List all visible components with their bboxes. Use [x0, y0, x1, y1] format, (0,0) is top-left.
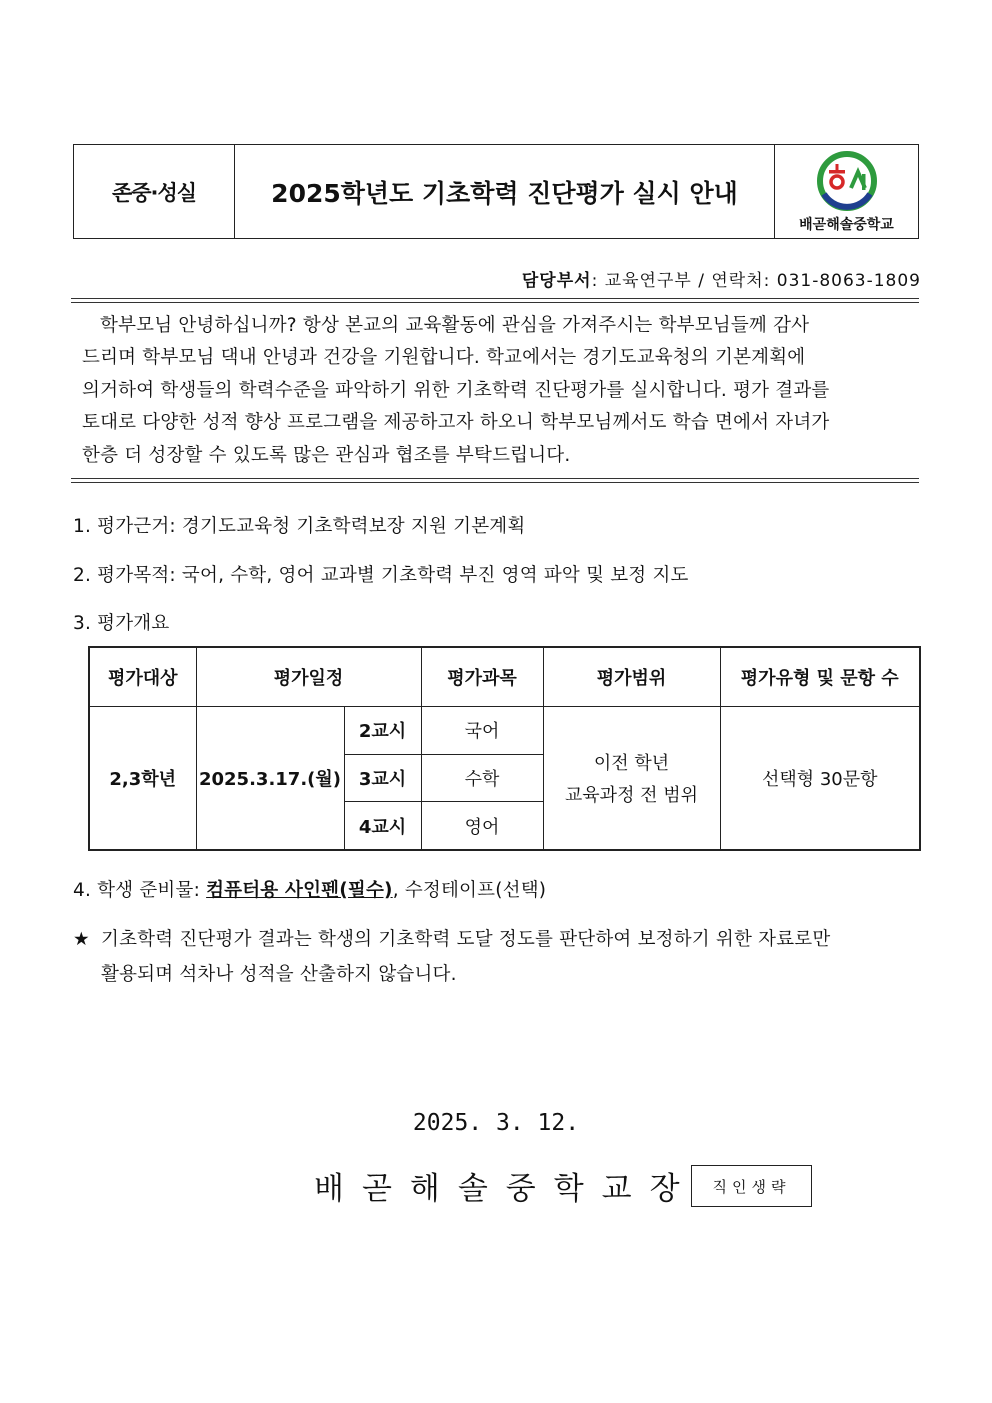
star-icon: ★ — [73, 929, 90, 950]
school-logo-name: 배곧해솔중학교 — [799, 217, 894, 233]
note-line-1: 기초학력 진단평가 결과는 학생의 기초학력 도달 정도를 판단하여 보정하기 위한 자료로만 — [101, 929, 831, 950]
header-subject: 평가과목 — [421, 647, 543, 707]
item-purpose: 2. 평가목적: 국어, 수학, 영어 교과별 기초학력 부진 영역 파악 및 보정 지도 — [73, 565, 689, 586]
cell-scope — [543, 707, 720, 851]
header-box — [73, 144, 919, 239]
evaluation-table — [88, 646, 921, 851]
intro-paragraph — [82, 310, 912, 472]
contact-info: : 교육연구부 / 연락처: 031-8063-1809 — [591, 271, 921, 291]
intro-line: 한층 더 성장할 수 있도록 많은 관심과 협조를 부탁드립니다. — [82, 444, 571, 466]
bottom-rule-1 — [71, 478, 919, 479]
seal-box: 직인생략 — [691, 1165, 812, 1207]
scope-line-1: 이전 학년 — [593, 753, 670, 774]
supplies-required: 컴퓨터용 사인펜(필수) — [206, 880, 393, 901]
contact-line — [522, 266, 921, 291]
school-logo — [775, 145, 918, 238]
cell-subject: 영어 — [421, 802, 543, 850]
intro-line: 학부모님 안녕하십니까? 항상 본교의 교육활동에 관심을 가져주시는 학부모님들께 감사 — [100, 315, 810, 336]
note-block — [73, 922, 913, 992]
table-row — [89, 707, 920, 755]
issue-date: 2025. 3. 12. — [412, 1110, 580, 1136]
note-line-2: 활용되며 석차나 성적을 산출하지 않습니다. — [101, 964, 457, 985]
table-header-row — [89, 647, 920, 707]
item-basis: 1. 평가근거: 경기도교육청 기초학력보장 지원 기본계획 — [73, 516, 526, 537]
cell-target: 2,3학년 — [89, 707, 196, 851]
cell-period: 2교시 — [344, 707, 421, 755]
document-title: 2025학년도 기초학력 진단평가 실시 안내 — [235, 145, 775, 238]
header-schedule: 평가일정 — [196, 647, 421, 707]
header-scope: 평가범위 — [543, 647, 720, 707]
bottom-rule-2 — [71, 482, 919, 483]
item-supplies — [73, 876, 546, 902]
cell-subject: 국어 — [421, 707, 543, 755]
intro-line: 드리며 학부모님 댁내 안녕과 건강을 기원합니다. 학교에서는 경기도교육청의 기본계획에 — [82, 347, 806, 369]
dept-label: 담당부서 — [521, 271, 592, 291]
item-overview: 3. 평가개요 — [73, 613, 170, 634]
cell-type: 선택형 30문항 — [720, 707, 920, 851]
header-target: 평가대상 — [89, 647, 196, 707]
cell-date: 2025.3.17.(월) — [196, 707, 344, 851]
cell-period: 4교시 — [344, 802, 421, 850]
cell-period: 3교시 — [344, 754, 421, 802]
supplies-rest: , 수정테이프(선택) — [392, 880, 547, 901]
intro-line: 토대로 다양한 성적 향상 프로그램을 제공하고자 하오니 학부모님께서도 학습 면에서 자녀가 — [82, 412, 830, 434]
header-type: 평가유형 및 문항 수 — [720, 647, 920, 707]
supplies-prefix: 4. 학생 준비물: — [73, 880, 207, 901]
cell-subject: 수학 — [421, 754, 543, 802]
school-emblem-icon — [814, 150, 880, 212]
school-motto: 존중·성실 — [74, 145, 235, 238]
scope-line-2: 교육과정 전 범위 — [564, 785, 699, 806]
principal-title: 배곧해솔중학교장 — [314, 1171, 698, 1207]
top-rule-1 — [71, 298, 919, 299]
intro-line: 의거하여 학생들의 학력수준을 파악하기 위한 기초학력 진단평가를 실시합니다. 평가 결과를 — [82, 379, 830, 401]
top-rule-2 — [71, 302, 919, 303]
